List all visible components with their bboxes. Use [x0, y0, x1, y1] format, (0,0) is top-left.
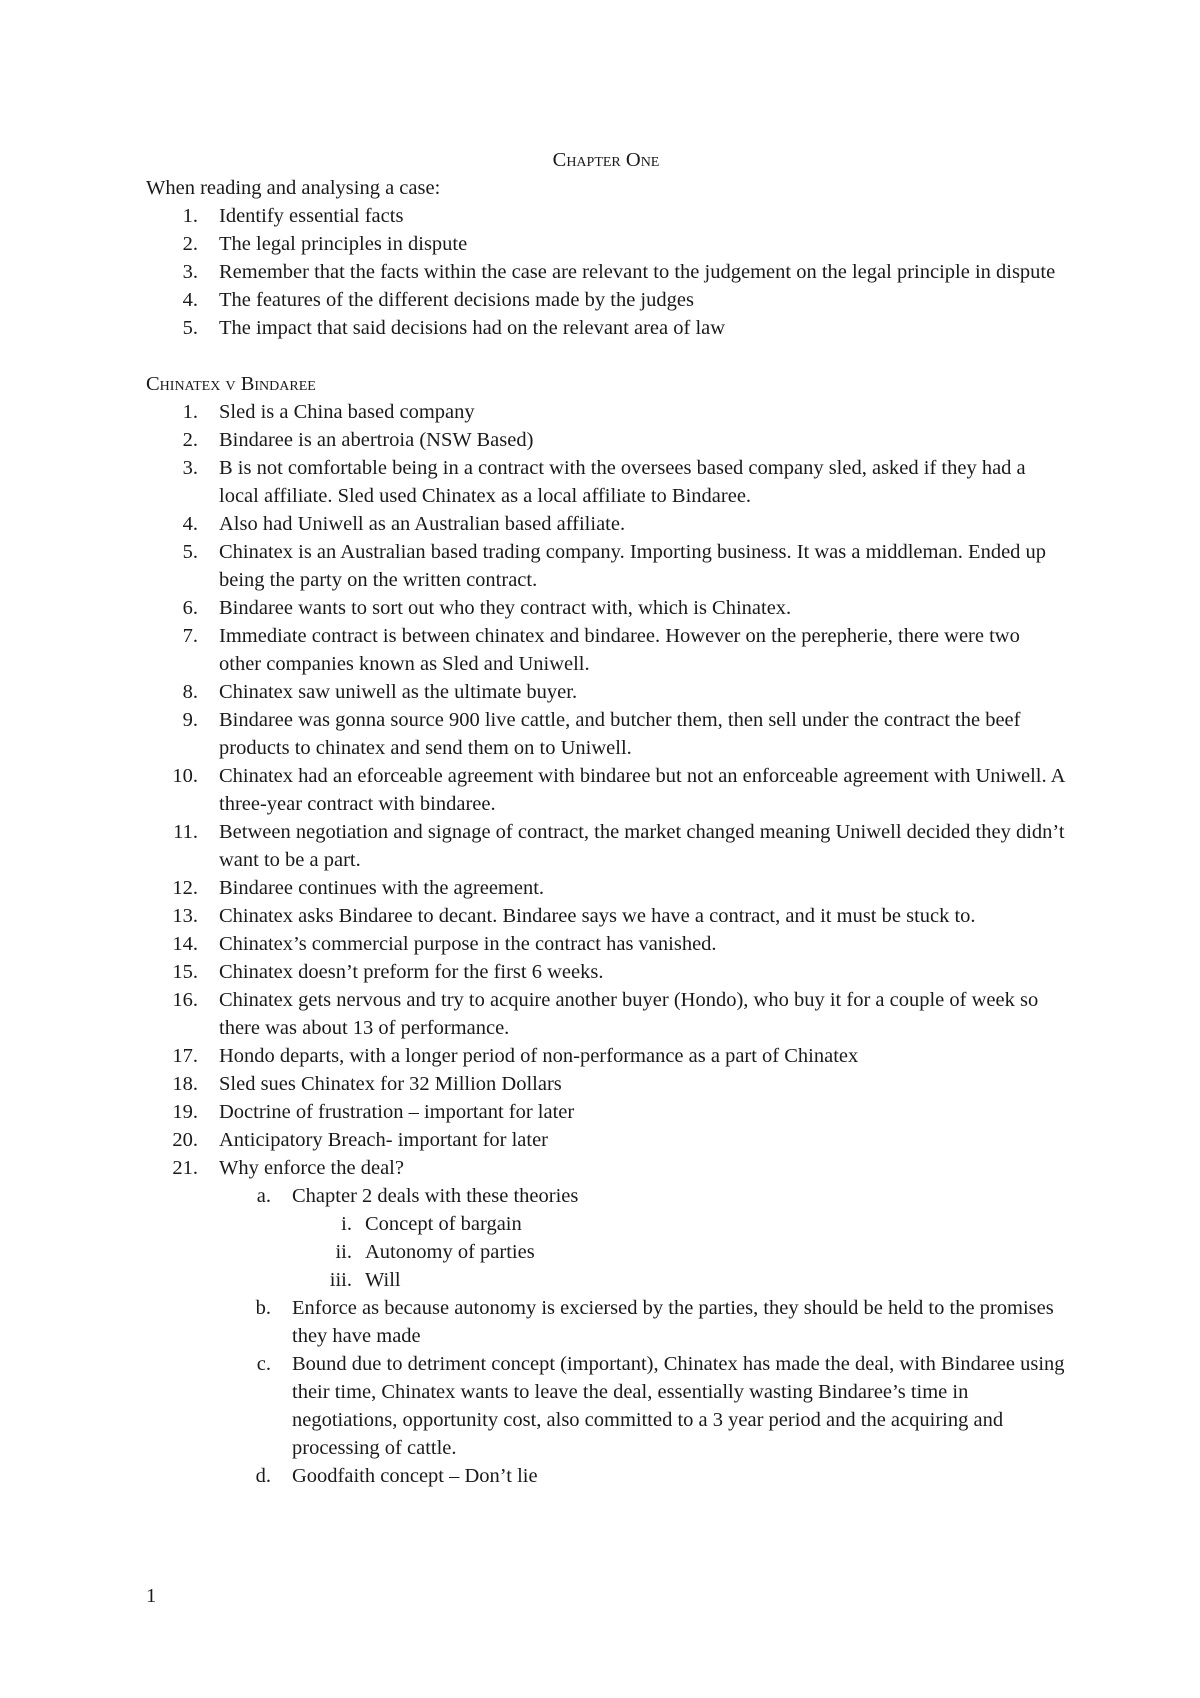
theories-sublist — [292, 1210, 1066, 1294]
list-item: 21. Why enforce the deal? a. Chapter 2 deals with these theories i. Concept of bargain ii. Autonomy of parties iii. Will b. Enforce as because autonomy is exciersed by the parties, they should be held to the promises they have made c. Bound due to detriment concept (important), Chinatex has made the deal, with Bindaree using their time, Chinatex wants to leave the deal, essentially wasting Bindaree’s time in negotiations, opportunity cost, also committed to a 3 year period and the acquiring and processing of cattle. d. Goodfaith concept – Don’t lie — [146, 1154, 1066, 1490]
list-item: 1. Identify essential facts — [182, 205, 404, 227]
list-item: 13. Chinatex asks Bindaree to decant. Bindaree says we have a contract, and it must be stuck to. — [172, 905, 976, 927]
sublist-item: b. Enforce as because autonomy is exciersed by the parties, they should be held to the promises they have made — [255, 1297, 1054, 1347]
document-page — [146, 146, 1066, 1490]
list-item: 2. Bindaree is an abertroia (NSW Based) — [182, 429, 534, 451]
page-number: 1 — [146, 1585, 157, 1607]
sublist-item: iii. Will — [329, 1269, 401, 1291]
intro-text: When reading and analysing a case: — [146, 177, 441, 199]
case-points-list — [146, 398, 1066, 1490]
sublist-item: i. Concept of bargain — [341, 1213, 522, 1235]
list-item: 4. Also had Uniwell as an Australian based affiliate. — [182, 513, 626, 535]
list-item: 5. Chinatex is an Australian based trading company. Importing business. It was a middleman. Ended up being the party on the written contract. — [182, 541, 1047, 591]
list-item: 14. Chinatex’s commercial purpose in the contract has vanished. — [172, 933, 717, 955]
list-item: 12. Bindaree continues with the agreement. — [172, 877, 545, 899]
list-item: 15. Chinatex doesn’t preform for the first 6 weeks. — [172, 961, 604, 983]
list-item: 18. Sled sues Chinatex for 32 Million Dollars — [172, 1073, 562, 1095]
list-item: 10. Chinatex had an eforceable agreement with bindaree but not an enforceable agreement with Uniwell. A three-year contract with bindaree. — [172, 765, 1065, 815]
list-item: 20. Anticipatory Breach- important for later — [172, 1129, 549, 1151]
list-item: 3. Remember that the facts within the case are relevant to the judgement on the legal principle in dispute — [182, 261, 1056, 283]
sublist-item: ii. Autonomy of parties — [335, 1241, 535, 1263]
list-item: 9. Bindaree was gonna source 900 live cattle, and butcher them, then sell under the contract the beef products to chinatex and send them on to Uniwell. — [182, 709, 1021, 759]
list-item: 19. Doctrine of frustration – important for later — [172, 1101, 575, 1123]
sublist-item: d. Goodfaith concept – Don’t lie — [255, 1465, 538, 1487]
list-item: 7. Immediate contract is between chinatex and bindaree. However on the perepherie, there were two other companies known as Sled and Uniwell. — [182, 625, 1020, 675]
chapter-title: Chapter One — [552, 149, 660, 171]
sublist-item: a. Chapter 2 deals with these theories i. Concept of bargain ii. Autonomy of parties iii. Will — [219, 1182, 1066, 1294]
reading-steps-list — [146, 202, 1066, 342]
list-item: 16. Chinatex gets nervous and try to acquire another buyer (Hondo), who buy it for a couple of week so there was about 13 of performance. — [172, 989, 1039, 1039]
list-item: 17. Hondo departs, with a longer period of non-performance as a part of Chinatex — [172, 1045, 859, 1067]
why-enforce-sublist — [219, 1182, 1066, 1490]
list-item: 4. The features of the different decisions made by the judges — [182, 289, 694, 311]
list-item: 1. Sled is a China based company — [182, 401, 475, 423]
case-heading: Chinatex v Bindaree — [146, 373, 316, 395]
list-item: 3. B is not comfortable being in a contract with the oversees based company sled, asked if they had a local affiliate. Sled used Chinatex as a local affiliate to Bindaree. — [182, 457, 1026, 507]
list-item: 11. Between negotiation and signage of contract, the market changed meaning Uniwell decided they didn’t want to be a part. — [173, 821, 1065, 871]
list-item: 2. The legal principles in dispute — [182, 233, 468, 255]
list-item: 8. Chinatex saw uniwell as the ultimate buyer. — [182, 681, 578, 703]
list-item: 6. Bindaree wants to sort out who they contract with, which is Chinatex. — [182, 597, 792, 619]
sublist-item: c. Bound due to detriment concept (important), Chinatex has made the deal, with Bindaree using their time, Chinatex wants to leave the deal, essentially wasting Bindaree’s time in negotiations, opportunity cost, also committed to a 3 year period and the acquiring and processing of cattle. — [256, 1353, 1065, 1459]
list-item: 5. The impact that said decisions had on the relevant area of law — [182, 317, 726, 339]
